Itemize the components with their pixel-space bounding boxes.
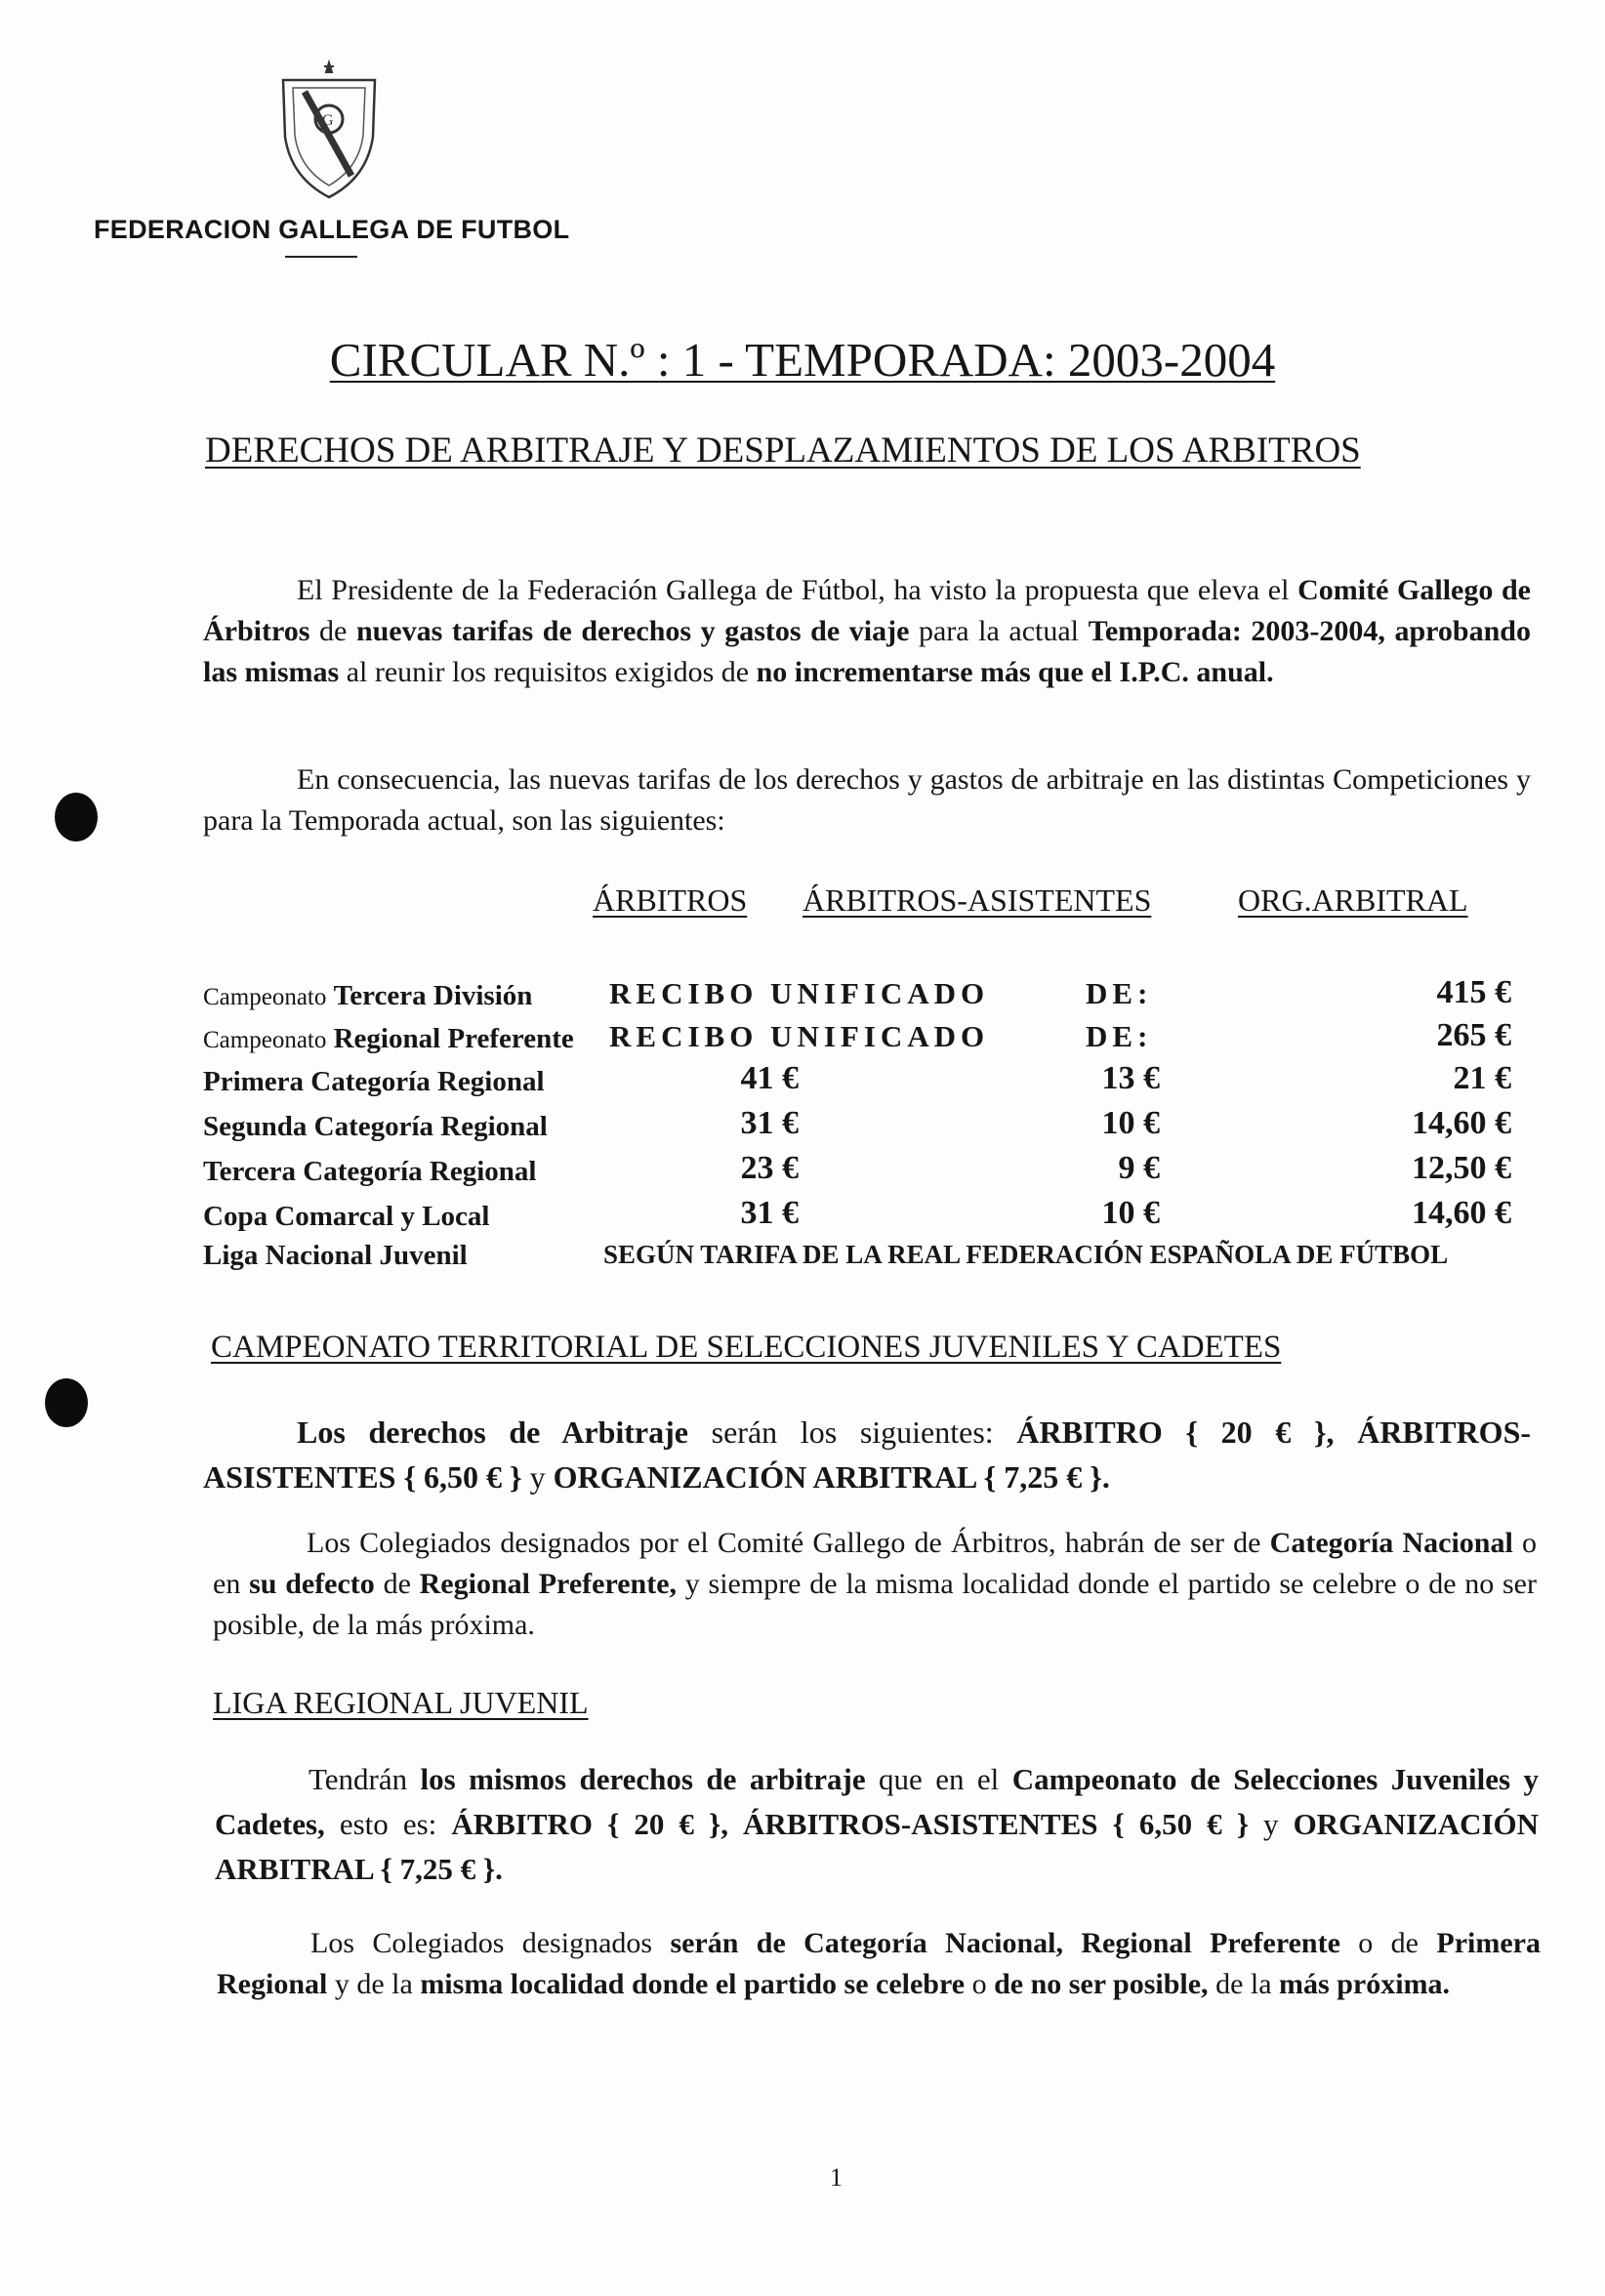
unified-receipt: RECIBO UNIFICADO — [609, 1019, 990, 1053]
section-heading-selecciones: CAMPEONATO TERRITORIAL DE SELECCIONES JUVENILES Y CADETES — [211, 1330, 1282, 1365]
header-arbitros: ÁRBITROS — [593, 882, 748, 918]
table-row: Copa Comarcal y Local 31 € 10 € 14,60 € — [203, 1195, 1511, 1232]
table-row: Segunda Categoría Regional 31 € 10 € 14,60 € — [203, 1105, 1511, 1142]
organization-name: FEDERACION GALLEGA DE FUTBOL — [94, 215, 570, 244]
org-value: 14,60 € — [1412, 1195, 1511, 1231]
asistentes-value: 9 € — [1118, 1150, 1160, 1186]
header-org-arbitral: ORG.ARBITRAL — [1238, 882, 1468, 918]
section-heading-liga-juvenil: LIGA REGIONAL JUVENIL — [213, 1685, 589, 1720]
liga-juvenil-fees-paragraph: Tendrán los mismos derechos de arbitraje que en el Campeonato de Selecciones Juveniles y Cadetes, esto es: ÁRBITRO { 20 € }, ÁRBITROS-ASISTENTES { 6,50 € } y ORGANIZACIÓN ARBITRAL { 7,25 € }. — [215, 1762, 1540, 1886]
org-value: 14,60 € — [1412, 1105, 1511, 1141]
table-row: Campeonato Tercera División RECIBO UNIFICADO DE: 415 € — [203, 974, 1511, 1011]
asistentes-value: 10 € — [1101, 1195, 1160, 1231]
table-row: Campeonato Regional Preferente RECIBO UNIFICADO DE: 265 € — [203, 1017, 1511, 1054]
punch-hole-dot — [45, 1378, 88, 1427]
asistentes-value: 10 € — [1101, 1105, 1160, 1141]
selecciones-colegiados-paragraph: Los Colegiados designados por el Comité Gallego de Árbitros, habrán de ser de Categoría Nacional o en su defecto de Regional Preferente, y siempre de la misma localidad donde el partido se celebre o de no ser posible, de la más próxima. — [213, 1527, 1537, 1641]
org-value: 265 € — [1436, 1017, 1511, 1053]
svg-text:G: G — [322, 112, 334, 129]
circular-title: CIRCULAR N.º : 1 - TEMPORADA: 2003-2004 — [329, 333, 1276, 387]
punch-hole-dot — [55, 793, 98, 841]
table-row: Primera Categoría Regional 41 € 13 € 21 € — [203, 1060, 1511, 1097]
selecciones-fees-paragraph: Los derechos de Arbitraje serán los siguientes: ÁRBITRO { 20 € }, ÁRBITROS-ASISTENTES { 6,50 € } y ORGANIZACIÓN ARBITRAL { 7,25 € }. — [203, 1414, 1532, 1495]
arbitros-value: 41 € — [740, 1060, 799, 1096]
arbitros-value: 31 € — [740, 1105, 799, 1141]
arbitros-value: 23 € — [740, 1150, 799, 1186]
intro-paragraph: El Presidente de la Federación Gallega de Fútbol, ha visto la propuesta que eleva el Comité Gallego de Árbitros de nuevas tarifas de derechos y gastos de viaje para la actual Temporada: 2003-2004, aprobando las mismas al reunir los requisitos exigidos de no incrementarse más que el I.P.C. anual. — [203, 574, 1531, 688]
unified-receipt: RECIBO UNIFICADO — [609, 976, 990, 1010]
federation-crest-logo — [275, 59, 383, 205]
table-row: Tercera Categoría Regional 23 € 9 € 12,50 € — [203, 1150, 1511, 1187]
org-value: 12,50 € — [1412, 1150, 1511, 1186]
tariff-note: SEGÚN TARIFA DE LA REAL FEDERACIÓN ESPAÑOLA DE FÚTBOL — [603, 1240, 1449, 1269]
org-value: 21 € — [1453, 1060, 1511, 1096]
table-row: Liga Nacional Juvenil SEGÚN TARIFA DE LA REAL FEDERACIÓN ESPAÑOLA DE FÚTBOL — [203, 1240, 1449, 1271]
org-name-underline — [285, 256, 357, 258]
org-value: 415 € — [1436, 974, 1511, 1010]
liga-juvenil-colegiados-paragraph: Los Colegiados designados serán de Categoría Nacional, Regional Preferente o de Primera Regional y de la misma localidad donde el partido se celebre o de no ser posible, de la más próxima. — [217, 1927, 1541, 2000]
page-number: 1 — [830, 2163, 843, 2192]
circular-subtitle: DERECHOS DE ARBITRAJE Y DESPLAZAMIENTOS DE LOS ARBITROS — [205, 430, 1361, 471]
asistentes-value: 13 € — [1101, 1060, 1160, 1096]
arbitros-value: 31 € — [740, 1195, 799, 1231]
consecuencia-paragraph: En consecuencia, las nuevas tarifas de los derechos y gastos de arbitraje en las distintas Competiciones y para la Temporada actual, son las siguientes: — [203, 763, 1531, 837]
header-asistentes: ÁRBITROS-ASISTENTES — [802, 882, 1152, 918]
